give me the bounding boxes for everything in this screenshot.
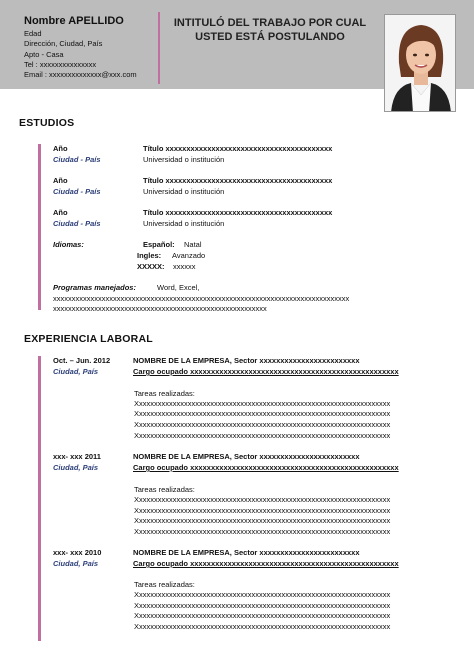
task-line: Xxxxxxxxxxxxxxxxxxxxxxxxxxxxxxxxxxxxxxxxxxxxxxxxxxxxxxxxxxxxxxxxxxxx [134, 420, 391, 429]
tasks-label: Tareas realizadas: [134, 580, 195, 589]
contact-line: Edad [24, 29, 42, 38]
programs-line: xxxxxxxxxxxxxxxxxxxxxxxxxxxxxxxxxxxxxxxxxxxxxxxxxxxxxxxxxxxxxxxxxxxxxxxxxxxxxxx [53, 294, 350, 303]
job-position: Cargo ocupado xxxxxxxxxxxxxxxxxxxxxxxxxxxxxxxxxxxxxxxxxxxxxxxxxx [133, 463, 399, 472]
programs-value: Word, Excel, [157, 283, 200, 292]
contact-line: Dirección, Ciudad, País [24, 39, 103, 49]
job-dates: xxx- xxx 2010 [53, 548, 102, 557]
language-name: Ingles: [137, 251, 162, 260]
education-place: Ciudad - País [53, 187, 101, 196]
task-line: Xxxxxxxxxxxxxxxxxxxxxxxxxxxxxxxxxxxxxxxxxxxxxxxxxxxxxxxxxxxxxxxxxxxx [134, 611, 391, 620]
person-photo-icon [385, 15, 456, 112]
job-title [165, 16, 375, 44]
task-line: Xxxxxxxxxxxxxxxxxxxxxxxxxxxxxxxxxxxxxxxxxxxxxxxxxxxxxxxxxxxxxxxxxxxx [134, 495, 391, 504]
education-year: Año [53, 176, 68, 185]
tasks-label: Tareas realizadas: [134, 485, 195, 494]
education-institution: Universidad o institución [143, 219, 225, 228]
header-divider [158, 12, 160, 84]
section-title-experiencia: EXPERIENCIA LABORAL [24, 333, 153, 345]
task-line: Xxxxxxxxxxxxxxxxxxxxxxxxxxxxxxxxxxxxxxxxxxxxxxxxxxxxxxxxxxxxxxxxxxxx [134, 516, 391, 525]
language-name: XXXXX: [137, 262, 165, 271]
programs-label: Programas manejados: [53, 283, 136, 292]
task-line: Xxxxxxxxxxxxxxxxxxxxxxxxxxxxxxxxxxxxxxxxxxxxxxxxxxxxxxxxxxxxxxxxxxxx [134, 601, 391, 610]
contact-line: Email : xxxxxxxxxxxxxx@xxx.com [24, 70, 137, 80]
section-accent-bar [38, 356, 41, 641]
language-level: Avanzado [172, 251, 206, 260]
job-title-line: USTED ESTÁ POSTULANDO [195, 31, 345, 43]
education-place: Ciudad - País [53, 219, 101, 228]
language-level: Natal [184, 240, 202, 249]
task-line: Xxxxxxxxxxxxxxxxxxxxxxxxxxxxxxxxxxxxxxxxxxxxxxxxxxxxxxxxxxxxxxxxxxxx [134, 590, 391, 599]
contact-line: Tel : xxxxxxxxxxxxxxx [24, 59, 97, 69]
tasks-label: Tareas realizadas: [134, 389, 195, 398]
section-accent-bar [38, 144, 41, 310]
education-place: Ciudad - País [53, 155, 101, 164]
job-company: NOMBRE DE LA EMPRESA, Sector xxxxxxxxxxxxxxxxxxxxxxxx [133, 452, 360, 461]
education-institution: Universidad o institución [143, 187, 225, 196]
programs-line: xxxxxxxxxxxxxxxxxxxxxxxxxxxxxxxxxxxxxxxxxxxxxxxxxxxxxxxxx [53, 304, 267, 313]
job-place: Ciudad, País [53, 463, 99, 472]
task-line: Xxxxxxxxxxxxxxxxxxxxxxxxxxxxxxxxxxxxxxxxxxxxxxxxxxxxxxxxxxxxxxxxxxxx [134, 431, 391, 440]
task-line: Xxxxxxxxxxxxxxxxxxxxxxxxxxxxxxxxxxxxxxxxxxxxxxxxxxxxxxxxxxxxxxxxxxxx [134, 622, 391, 631]
task-line: Xxxxxxxxxxxxxxxxxxxxxxxxxxxxxxxxxxxxxxxxxxxxxxxxxxxxxxxxxxxxxxxxxxxx [134, 399, 391, 408]
job-dates: xxx- xxx 2011 [53, 452, 101, 461]
task-line: Xxxxxxxxxxxxxxxxxxxxxxxxxxxxxxxxxxxxxxxxxxxxxxxxxxxxxxxxxxxxxxxxxxxx [134, 409, 391, 418]
candidate-name: Nombre APELLIDO [24, 15, 124, 27]
task-line: Xxxxxxxxxxxxxxxxxxxxxxxxxxxxxxxxxxxxxxxxxxxxxxxxxxxxxxxxxxxxxxxxxxxx [134, 506, 391, 515]
language-name: Español: [143, 240, 175, 249]
section-title-estudios: ESTUDIOS [19, 117, 75, 129]
job-company: NOMBRE DE LA EMPRESA, Sector xxxxxxxxxxxxxxxxxxxxxxxx [133, 548, 360, 557]
job-place: Ciudad, País [53, 559, 99, 568]
job-place: Ciudad, País [53, 367, 99, 376]
task-line: Xxxxxxxxxxxxxxxxxxxxxxxxxxxxxxxxxxxxxxxxxxxxxxxxxxxxxxxxxxxxxxxxxxxx [134, 527, 391, 536]
education-year: Año [53, 144, 68, 153]
education-title: Título xxxxxxxxxxxxxxxxxxxxxxxxxxxxxxxxxxxxxxxx [143, 208, 333, 217]
education-title: Título xxxxxxxxxxxxxxxxxxxxxxxxxxxxxxxxxxxxxxxx [143, 176, 333, 185]
job-title-line: INTITULÓ DEL TRABAJO POR CUAL [173, 17, 367, 29]
job-dates: Oct. – Jun. 2012 [53, 356, 111, 365]
education-institution: Universidad o institución [143, 155, 225, 164]
profile-photo [384, 14, 456, 112]
job-company: NOMBRE DE LA EMPRESA, Sector xxxxxxxxxxxxxxxxxxxxxxxx [133, 356, 360, 365]
languages-label: Idiomas: [53, 240, 84, 249]
language-level: xxxxxx [173, 262, 196, 271]
job-position: Cargo ocupado xxxxxxxxxxxxxxxxxxxxxxxxxxxxxxxxxxxxxxxxxxxxxxxxxx [133, 559, 399, 568]
contact-block [24, 14, 137, 80]
contact-line: Apto - Casa [24, 49, 64, 59]
education-year: Año [53, 208, 68, 217]
education-title: Título xxxxxxxxxxxxxxxxxxxxxxxxxxxxxxxxxxxxxxxx [143, 144, 333, 153]
job-position: Cargo ocupado xxxxxxxxxxxxxxxxxxxxxxxxxxxxxxxxxxxxxxxxxxxxxxxxxx [133, 367, 399, 376]
